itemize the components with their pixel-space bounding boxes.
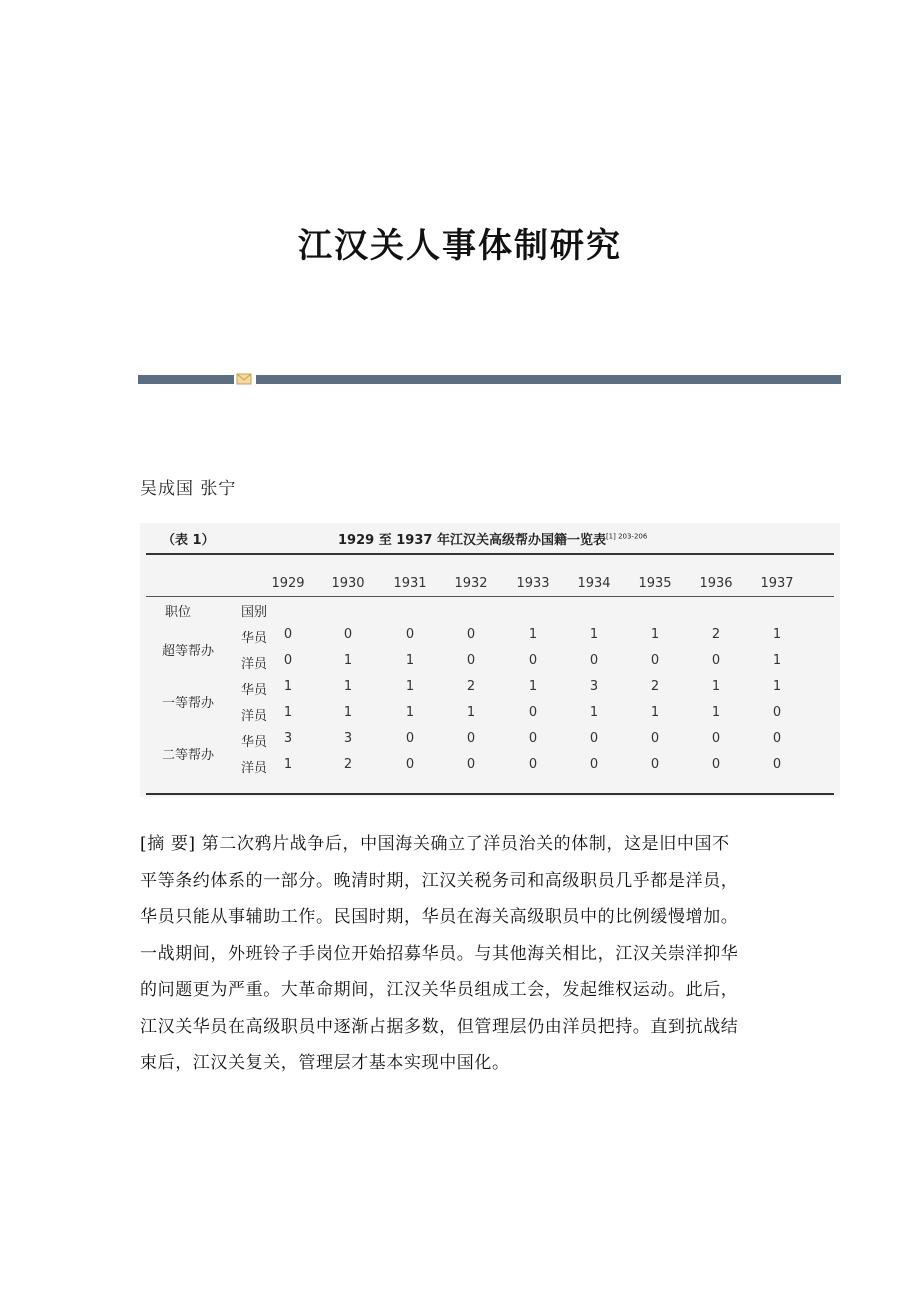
table-cell: 0 <box>711 757 721 772</box>
nationality-label: 洋员 <box>240 709 267 724</box>
table-cell: 1 <box>528 627 538 642</box>
table-cell: 1 <box>283 679 293 694</box>
table-cell: 0 <box>589 653 599 668</box>
abstract-line: 华员只能从事辅助工作。民国时期，华员在海关高级职员中的比例缓慢增加。 <box>140 907 739 927</box>
table-caption-title <box>338 529 647 548</box>
table-cell: 1 <box>650 627 660 642</box>
table-cell: 1 <box>772 653 782 668</box>
year-header-1935: 1935 <box>638 576 672 591</box>
table-caption-ref: [1] 203-206 <box>605 532 648 541</box>
table-cell: 0 <box>283 627 293 642</box>
table-cell: 2 <box>650 679 660 694</box>
table-rule-bottom <box>146 793 834 795</box>
abstract-line: 的问题更为严重。大革命期间，江汉关华员组成工会，发起维权运动。此后， <box>140 980 739 1000</box>
nationality-label: 华员 <box>240 631 267 646</box>
year-header-1937: 1937 <box>760 576 794 591</box>
table-cell: 0 <box>343 627 353 642</box>
table-cell: 0 <box>772 757 782 772</box>
table-caption-label: （表 1） <box>162 533 215 548</box>
table-cell: 3 <box>343 731 353 746</box>
nationality-label: 洋员 <box>240 761 267 776</box>
divider-ornament-icon <box>236 372 252 386</box>
position-label: 超等帮办 <box>161 644 214 659</box>
table-cell: 1 <box>283 705 293 720</box>
authors: 吴成国 张宁 <box>140 479 237 499</box>
table-cell: 0 <box>589 757 599 772</box>
table-cell: 2 <box>343 757 353 772</box>
year-header-1930: 1930 <box>331 576 365 591</box>
table-cell: 0 <box>283 653 293 668</box>
abstract-line: 束后，江汉关复关，管理层才基本实现中国化。 <box>140 1053 510 1073</box>
table-cell: 0 <box>772 731 782 746</box>
abstract-line: 一战期间，外班铃子手岗位开始招募华员。与其他海关相比，江汉关崇洋抑华 <box>140 943 739 964</box>
table-cell: 1 <box>711 679 721 694</box>
table-cell: 1 <box>711 705 721 720</box>
table-cell: 0 <box>650 653 660 668</box>
table-cell: 0 <box>405 731 415 746</box>
table-cell: 1 <box>650 705 660 720</box>
table-cell: 2 <box>711 627 721 642</box>
table-cell: 0 <box>528 653 538 668</box>
table-cell: 0 <box>650 731 660 746</box>
table-cell: 1 <box>528 679 538 694</box>
divider-bar-right <box>256 375 841 384</box>
table-cell: 0 <box>650 757 660 772</box>
table-cell: 0 <box>589 731 599 746</box>
divider-bar-left <box>138 375 234 384</box>
table-cell: 0 <box>772 705 782 720</box>
year-header-1929: 1929 <box>271 576 305 591</box>
year-header-1934: 1934 <box>577 576 611 591</box>
year-header-1936: 1936 <box>699 576 733 591</box>
table-cell: 0 <box>405 757 415 772</box>
table-rule-header <box>146 596 834 597</box>
nationality-label: 华员 <box>240 683 267 698</box>
abstract-line: 平等条约体系的一部分。晚清时期，江汉关税务司和高级职员几乎都是洋员， <box>140 870 739 891</box>
data-table <box>140 523 840 797</box>
abstract-line: 江汉关华员在高级职员中逐渐占据多数，但管理层仍由洋员把持。直到抗战结 <box>140 1016 739 1037</box>
position-label: 二等帮办 <box>161 748 214 763</box>
table-cell: 0 <box>466 757 476 772</box>
table-cell: 1 <box>466 705 476 720</box>
table-cell: 1 <box>772 627 782 642</box>
header-nationality: 国别 <box>240 605 267 620</box>
table-cell: 3 <box>589 679 599 694</box>
year-header-1932: 1932 <box>454 576 488 591</box>
section-divider <box>138 375 841 384</box>
year-header-1931: 1931 <box>393 576 427 591</box>
table-caption-text: 1929 至 1937 年江汉关高级帮办国籍一览表 <box>338 533 606 548</box>
table-cell: 1 <box>405 653 415 668</box>
table-cell: 1 <box>405 679 415 694</box>
table-cell: 1 <box>343 679 353 694</box>
table-cell: 1 <box>343 705 353 720</box>
header-position: 职位 <box>164 605 191 620</box>
table-cell: 0 <box>528 757 538 772</box>
table-cell: 1 <box>589 627 599 642</box>
table-cell: 0 <box>466 627 476 642</box>
table-cell: 0 <box>711 653 721 668</box>
table-cell: 2 <box>466 679 476 694</box>
page-title: 江汉关人事体制研究 <box>298 226 622 266</box>
table-cell: 1 <box>343 653 353 668</box>
abstract-line: [摘 要] 第二次鸦片战争后，中国海关确立了洋员治关的体制，这是旧中国不 <box>140 834 730 854</box>
table-cell: 1 <box>283 757 293 772</box>
year-header-1933: 1933 <box>516 576 550 591</box>
table-cell: 0 <box>405 627 415 642</box>
table-cell: 0 <box>466 731 476 746</box>
table-cell: 0 <box>528 705 538 720</box>
abstract <box>140 826 780 1082</box>
table-cell: 3 <box>283 731 293 746</box>
table-cell: 0 <box>711 731 721 746</box>
nationality-label: 华员 <box>240 735 267 750</box>
nationality-label: 洋员 <box>240 657 267 672</box>
table-rule-top <box>146 553 834 555</box>
position-label: 一等帮办 <box>161 696 214 711</box>
table-cell: 1 <box>772 679 782 694</box>
table-cell: 1 <box>589 705 599 720</box>
table-cell: 0 <box>466 653 476 668</box>
table-cell: 0 <box>528 731 538 746</box>
table-cell: 1 <box>405 705 415 720</box>
